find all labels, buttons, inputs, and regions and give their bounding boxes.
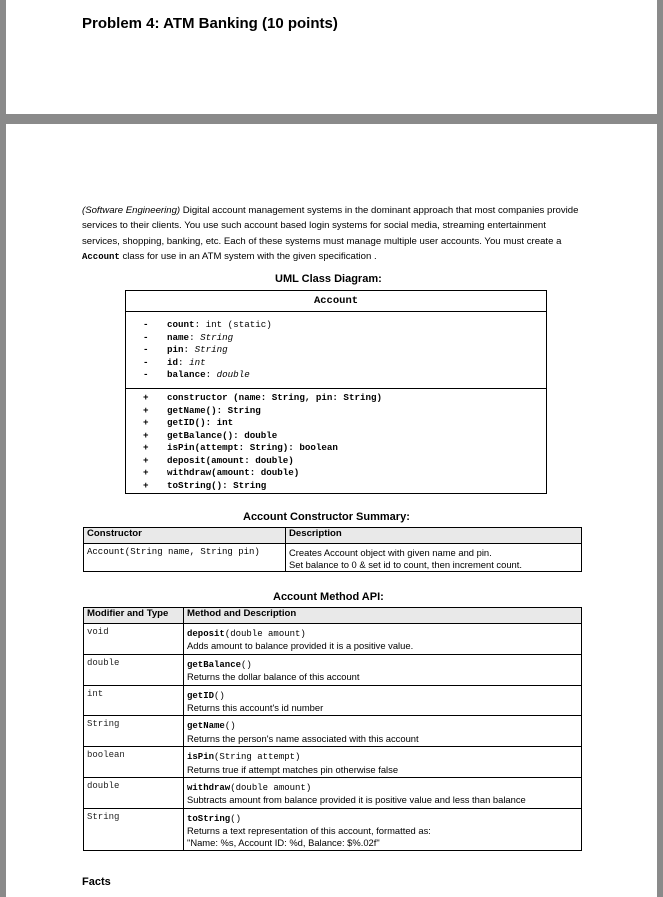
visibility-symbol: -	[143, 369, 149, 380]
attribute-separator: :	[194, 319, 206, 330]
method-col-header: Method and Description	[184, 608, 582, 624]
visibility-symbol: +	[143, 404, 149, 416]
method-signature: isPin(attempt: String): boolean	[167, 442, 338, 453]
method-name: getName	[187, 721, 225, 732]
table-row	[84, 808, 582, 850]
intro-code: Account	[82, 252, 120, 263]
method-description: Returns this account's id number	[187, 702, 324, 714]
uml-method	[126, 417, 546, 430]
attribute-separator: :	[183, 344, 195, 355]
attribute-name: balance	[167, 369, 206, 380]
constructor-table	[83, 527, 582, 572]
method-name: withdraw	[187, 783, 231, 794]
uml-method	[126, 442, 546, 455]
constructor-desc-line: Creates Account object with given name and pin.	[289, 547, 492, 558]
method-cell	[184, 808, 582, 850]
uml-attribute	[126, 369, 546, 382]
uml-method	[126, 392, 546, 405]
constructor-signature: Account(String name, String pin)	[84, 544, 286, 572]
intro-text-2: class for use in an ATM system with the given specification .	[119, 251, 377, 263]
visibility-symbol: +	[143, 392, 149, 403]
uml-attribute	[126, 332, 546, 345]
attribute-separator: :	[205, 369, 217, 380]
intro-paragraph	[82, 203, 582, 266]
table-row	[84, 778, 582, 809]
visibility-symbol: -	[143, 331, 149, 343]
constructor-row	[84, 544, 582, 572]
api-heading: Account Method API:	[273, 591, 384, 603]
method-signature: deposit(amount: double)	[167, 454, 294, 466]
method-name: getID	[187, 690, 215, 701]
uml-attribute	[126, 357, 546, 370]
table-row	[84, 716, 582, 747]
method-signature: withdraw(amount: double)	[167, 467, 300, 478]
attribute-name: pin	[167, 344, 184, 355]
attribute-separator: :	[189, 331, 201, 343]
constructor-heading: Account Constructor Summary:	[243, 511, 410, 523]
uml-methods	[126, 389, 546, 492]
uml-method	[126, 480, 546, 493]
constructor-col-header: Constructor	[84, 528, 286, 544]
modifier-type: double	[84, 778, 184, 809]
attribute-name: count	[167, 319, 195, 330]
visibility-symbol: +	[143, 454, 149, 466]
method-description: Subtracts amount from balance provided it is positive value and less than balance	[187, 794, 526, 806]
modifier-col-header: Modifier and Type	[84, 608, 184, 624]
method-cell	[184, 747, 582, 778]
modifier-type: void	[84, 624, 184, 655]
method-description: Adds amount to balance provided it is a positive value.	[187, 640, 414, 652]
method-params: ()	[214, 690, 225, 701]
visibility-symbol: +	[143, 417, 149, 428]
method-cell	[184, 685, 582, 716]
attribute-type: int (static)	[205, 319, 272, 330]
page-2	[6, 124, 657, 897]
method-signature	[187, 781, 578, 794]
uml-class-diagram	[125, 290, 547, 494]
uml-method	[126, 455, 546, 468]
table-row	[84, 747, 582, 778]
method-cell	[184, 716, 582, 747]
method-description: Returns the person's name associated with this account	[187, 732, 419, 744]
attribute-separator: :	[178, 356, 190, 368]
method-params: ()	[230, 813, 242, 824]
method-name: deposit	[187, 629, 225, 639]
constructor-desc-line: Set balance to 0 & set id to count, then increment count.	[289, 558, 522, 570]
method-name: isPin	[187, 752, 215, 763]
constructor-description	[286, 544, 582, 572]
attribute-type: String	[194, 344, 228, 355]
method-params: (double amount)	[224, 629, 306, 639]
attribute-name: name	[167, 331, 190, 343]
visibility-symbol: +	[143, 429, 149, 441]
uml-attributes	[126, 312, 546, 389]
method-signature: getBalance(): double	[167, 429, 278, 441]
method-params: (String attempt)	[214, 752, 301, 763]
visibility-symbol: +	[143, 479, 149, 491]
uml-attribute	[126, 344, 546, 357]
attribute-type: double	[216, 369, 250, 380]
problem-title: Problem 4: ATM Banking (10 points)	[82, 15, 338, 32]
modifier-type: boolean	[84, 747, 184, 778]
modifier-type: double	[84, 654, 184, 685]
visibility-symbol: +	[143, 442, 149, 453]
description-col-header: Description	[286, 528, 582, 544]
method-cell	[184, 654, 582, 685]
api-table	[83, 607, 582, 851]
method-name: toString	[187, 813, 231, 824]
modifier-type: String	[84, 808, 184, 850]
intro-text-1: Digital account management systems in the dominant approach that most companies provide services to their clients. You use such account based login systems for social media, streaming entertainment services, shopping, banking, etc. Each of these systems must manage multiple user accounts. You must create a	[82, 205, 579, 247]
modifier-type: String	[84, 716, 184, 747]
uml-method	[126, 467, 546, 480]
method-signature	[187, 719, 578, 732]
uml-attribute	[126, 319, 546, 332]
method-description: "Name: %s, Account ID: %d, Balance: $%.02f"	[187, 836, 380, 848]
method-signature	[187, 812, 578, 825]
table-row	[84, 685, 582, 716]
visibility-symbol: -	[143, 344, 149, 355]
visibility-symbol: -	[143, 319, 149, 330]
method-cell	[184, 624, 582, 655]
table-row	[84, 654, 582, 685]
method-description: Returns a text representation of this account, formatted as:	[187, 825, 431, 837]
method-params: ()	[224, 721, 236, 732]
uml-method	[126, 430, 546, 443]
method-signature	[187, 750, 578, 763]
method-signature	[187, 689, 578, 702]
facts-heading: Facts	[82, 876, 111, 888]
method-cell	[184, 778, 582, 809]
method-description: Returns the dollar balance of this account	[187, 671, 360, 683]
method-params: (double amount)	[230, 783, 312, 794]
method-signature: getID(): int	[167, 417, 234, 428]
uml-method	[126, 405, 546, 418]
method-signature: constructor (name: String, pin: String)	[167, 392, 383, 403]
attribute-type: int	[189, 356, 206, 368]
method-name: getBalance	[187, 659, 242, 670]
method-params: ()	[241, 659, 252, 670]
method-description: Returns true if attempt matches pin otherwise false	[187, 763, 399, 775]
attribute-type: String	[200, 331, 234, 343]
intro-tag: (Software Engineering)	[82, 205, 181, 216]
method-signature	[187, 658, 578, 671]
modifier-type: int	[84, 685, 184, 716]
visibility-symbol: +	[143, 467, 149, 478]
page-1	[6, 0, 657, 114]
method-signature: toString(): String	[167, 479, 267, 491]
method-signature: getName(): String	[167, 404, 261, 416]
uml-heading: UML Class Diagram:	[275, 273, 382, 285]
visibility-symbol: -	[143, 356, 149, 368]
attribute-name: id	[167, 356, 179, 368]
uml-class-name: Account	[126, 291, 546, 312]
method-signature	[187, 627, 578, 640]
table-row	[84, 624, 582, 655]
api-table-body	[84, 624, 582, 851]
